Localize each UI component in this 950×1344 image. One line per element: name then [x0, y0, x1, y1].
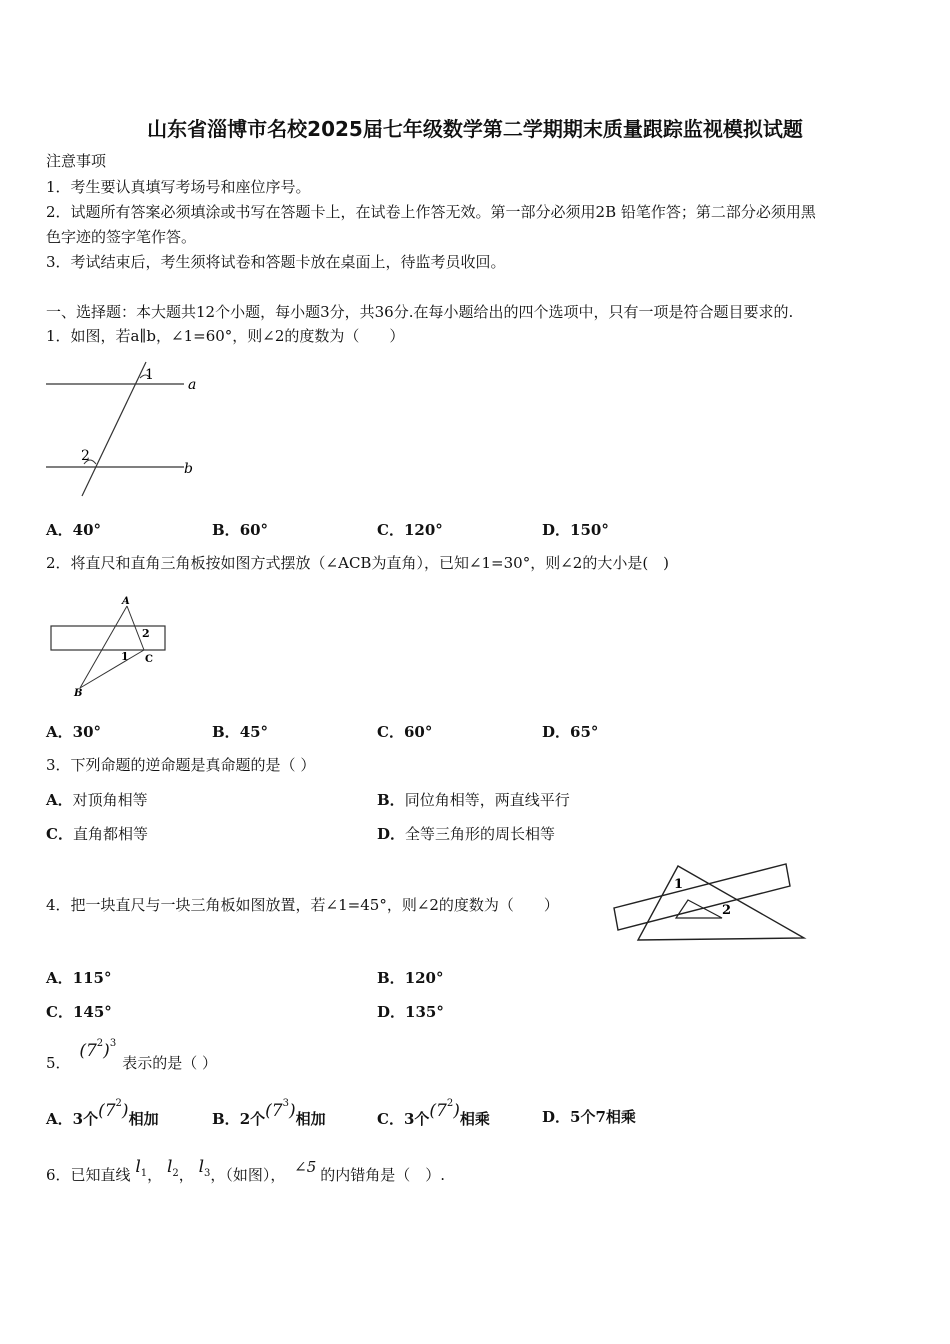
question-number: 5． — [46, 1054, 71, 1072]
q4-option-c[interactable]: C．145° — [46, 1003, 112, 1021]
question-6: 6．已知直线 $l_1$， $l_2$， $l_3$，（如图）， ∠5 的内错角是（ ）. — [46, 1157, 446, 1184]
q5-option-d[interactable]: D．5个7相乘 — [542, 1108, 636, 1126]
page-title: 山东省淄博市名校2025届七年级数学第二学期期末质量跟踪监视模拟试题 — [147, 117, 803, 141]
line-a-label: a — [188, 377, 197, 393]
q5-option-a[interactable]: A．3个$(7^2)$相加 — [46, 1098, 159, 1128]
question-3 — [46, 755, 315, 775]
angle-2-label: 2 — [142, 627, 150, 640]
transversal — [82, 362, 146, 496]
q2-option-c[interactable]: C．60° — [377, 723, 433, 741]
notice-item-3: 3．考试结束后，考生须将试卷和答题卡放在桌面上，待监考员收回。 — [46, 253, 506, 271]
q5-option-b[interactable]: B．2个$(7^3)$相加 — [212, 1098, 326, 1128]
question-1 — [46, 326, 404, 346]
question-text: 如图，若a∥b，∠1=60°，则∠2的度数为（ ） — [70, 327, 405, 345]
q5-option-c[interactable]: C．3个$(7^2)$相乘 — [377, 1098, 490, 1128]
q2-option-a[interactable]: A．30° — [46, 723, 102, 741]
q3-option-c[interactable]: C．直角都相等 — [46, 825, 148, 843]
q4-option-d[interactable]: D．135° — [377, 1003, 444, 1021]
line-b-label: b — [184, 461, 193, 477]
question-number: 3． — [46, 756, 71, 774]
side-bc — [80, 650, 144, 688]
question-number: 6． — [46, 1166, 71, 1184]
notice-heading: 注意事项 — [46, 152, 107, 170]
question-text: 把一块直尺与一块三角板如图放置，若∠1=45°，则∠2的度数为（ ） — [70, 896, 559, 914]
q2-option-b[interactable]: B．45° — [212, 723, 269, 741]
q1-option-c[interactable]: C．120° — [377, 521, 443, 539]
vertex-c-label: C — [145, 654, 153, 665]
angle-1-label: 1 — [121, 650, 129, 663]
q4-option-b[interactable]: B．120° — [377, 969, 444, 987]
figure-q1-parallel-lines — [44, 360, 204, 500]
q1-option-b[interactable]: B．60° — [212, 521, 269, 539]
q3-option-a[interactable]: A．对顶角相等 — [46, 791, 148, 809]
question-4 — [46, 895, 559, 915]
angle-1-label: 1 — [674, 877, 684, 892]
q1-option-d[interactable]: D．150° — [542, 521, 609, 539]
side-ab — [80, 606, 127, 688]
question-number: 1． — [46, 327, 71, 345]
q2-option-d[interactable]: D．65° — [542, 723, 599, 741]
ruler — [614, 864, 790, 930]
question-text: 下列命题的逆命题是真命题的是（ ） — [70, 756, 316, 774]
angle-2-label: 2 — [722, 903, 732, 918]
question-text: 表示的是（ ） — [122, 1054, 217, 1072]
vertex-a-label: A — [122, 596, 130, 607]
q3-option-d[interactable]: D．全等三角形的周长相等 — [377, 825, 556, 843]
vertex-b-label: B — [74, 688, 83, 699]
q4-option-a[interactable]: A．115° — [46, 969, 112, 987]
question-number: 2． — [46, 554, 71, 572]
figure-q2-ruler-triangle — [48, 594, 178, 704]
notice-item-1: 1．考生要认真填写考场号和座位序号。 — [46, 178, 311, 196]
q3-option-b[interactable]: B．同位角相等，两直线平行 — [377, 791, 570, 809]
q1-option-a[interactable]: A．40° — [46, 521, 102, 539]
angle-2-label: 2 — [81, 448, 90, 464]
angle-1-label: 1 — [145, 367, 154, 383]
figure-q4-ruler-triangle — [612, 858, 808, 944]
question-2 — [46, 553, 669, 573]
power-expression: $(7^2)^3$ — [79, 1038, 117, 1061]
question-text: 将直尺和直角三角板按如图方式摆放（∠ACB为直角），已知∠1=30°，则∠2的大小是( ) — [70, 554, 670, 572]
question-number: 4． — [46, 896, 71, 914]
notice-item-2: 2．试题所有答案必须填涂或书写在答题卡上，在试卷上作答无效。第一部分必须用2B 铅笔作答；第二部分必须用黑 — [46, 203, 816, 221]
section-1-heading: 一、选择题：本大题共12个小题，每小题3分，共36分.在每小题给出的四个选项中，只有一项是符合题目要求的. — [46, 303, 794, 321]
question-5 — [46, 1038, 217, 1073]
notice-item-2-cont: 色字迹的签字笔作答。 — [46, 228, 197, 246]
